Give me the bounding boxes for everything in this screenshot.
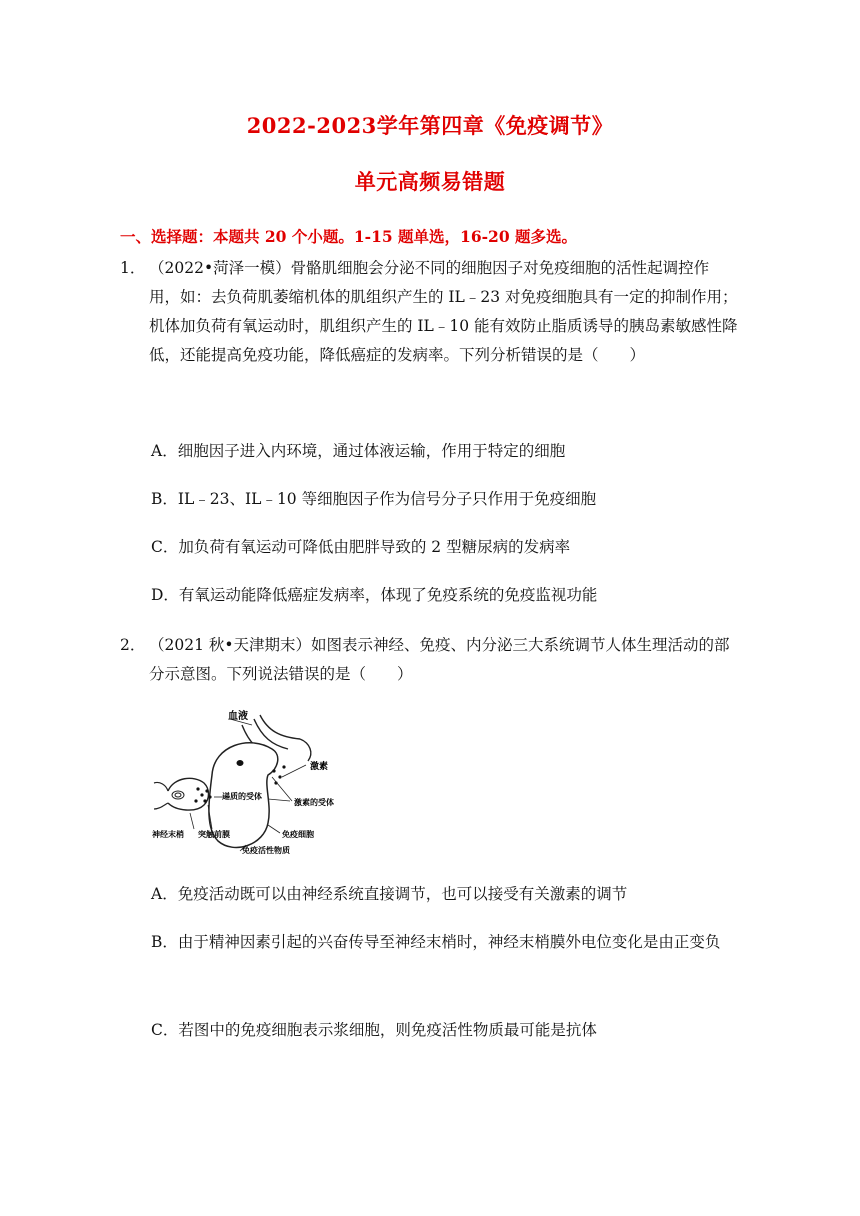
question-number: 1． — [120, 259, 146, 277]
question-2-option-b: B．由于精神因素引起的兴奋传导至神经末梢时，神经末梢膜外电位变化是由正变负 — [151, 933, 721, 951]
label-immune-cell: 免疫细胞 — [282, 830, 314, 839]
label-hormone: 激素 — [310, 762, 329, 772]
label-immune-active-substance: 免疫活性物质 — [242, 846, 290, 855]
document-subtitle: 单元高频易错题 — [354, 169, 506, 194]
question-2 — [120, 631, 740, 689]
immune-regulation-diagram — [150, 705, 370, 865]
label-nerve-ending: 神经末梢 — [152, 830, 184, 839]
question-1 — [120, 254, 740, 370]
label-blood: 血液 — [228, 711, 248, 722]
question-2-option-c: C．若图中的免疫细胞表示浆细胞，则免疫活性物质最可能是抗体 — [151, 1021, 597, 1039]
question-2-option-a: A．免疫活动既可以由神经系统直接调节，也可以接受有关激素的调节 — [151, 885, 628, 903]
question-1-option-c: C．加负荷有氧运动可降低由肥胖导致的 2 型糖尿病的发病率 — [151, 538, 571, 556]
section-header: 一、选择题：本题共 20 个小题。1-15 题单选，16-20 题多选。 — [120, 227, 578, 246]
question-1-option-d: D．有氧运动能降低癌症发病率，体现了免疫系统的免疫监视功能 — [151, 586, 598, 604]
question-1-option-b: B．IL﹣23、IL﹣10 等细胞因子作为信号分子只作用于免疫细胞 — [151, 490, 597, 508]
question-stem: （2021 秋•天津期末）如图表示神经、免疫、内分泌三大系统调节人体生理活动的部分示意图。下列说法错误的是（ ） — [149, 636, 730, 683]
question-number: 2． — [120, 636, 146, 654]
label-transmitter-receptor: 递质的受体 — [222, 792, 262, 801]
label-hormone-receptor: 激素的受体 — [294, 798, 334, 807]
question-stem: （2022•菏泽一模）骨骼肌细胞会分泌不同的细胞因子对免疫细胞的活性起调控作用，如：去负荷肌萎缩机体的肌组织产生的 IL﹣23 对免疫细胞具有一定的抑制作用；机体加负荷有氧运动时，肌组织产生的 IL﹣10 能有效防止脂质诱导的胰岛素敏感性降低，还能提高免疫功能，降低癌症的发病率。下列分析错误的是（ ） — [149, 259, 738, 364]
label-presynaptic-membrane: 突触前膜 — [198, 830, 230, 839]
question-1-option-a: A．细胞因子进入内环境，通过体液运输，作用于特定的细胞 — [151, 442, 566, 460]
document-title: 2022-2023学年第四章《免疫调节》 — [246, 113, 614, 138]
